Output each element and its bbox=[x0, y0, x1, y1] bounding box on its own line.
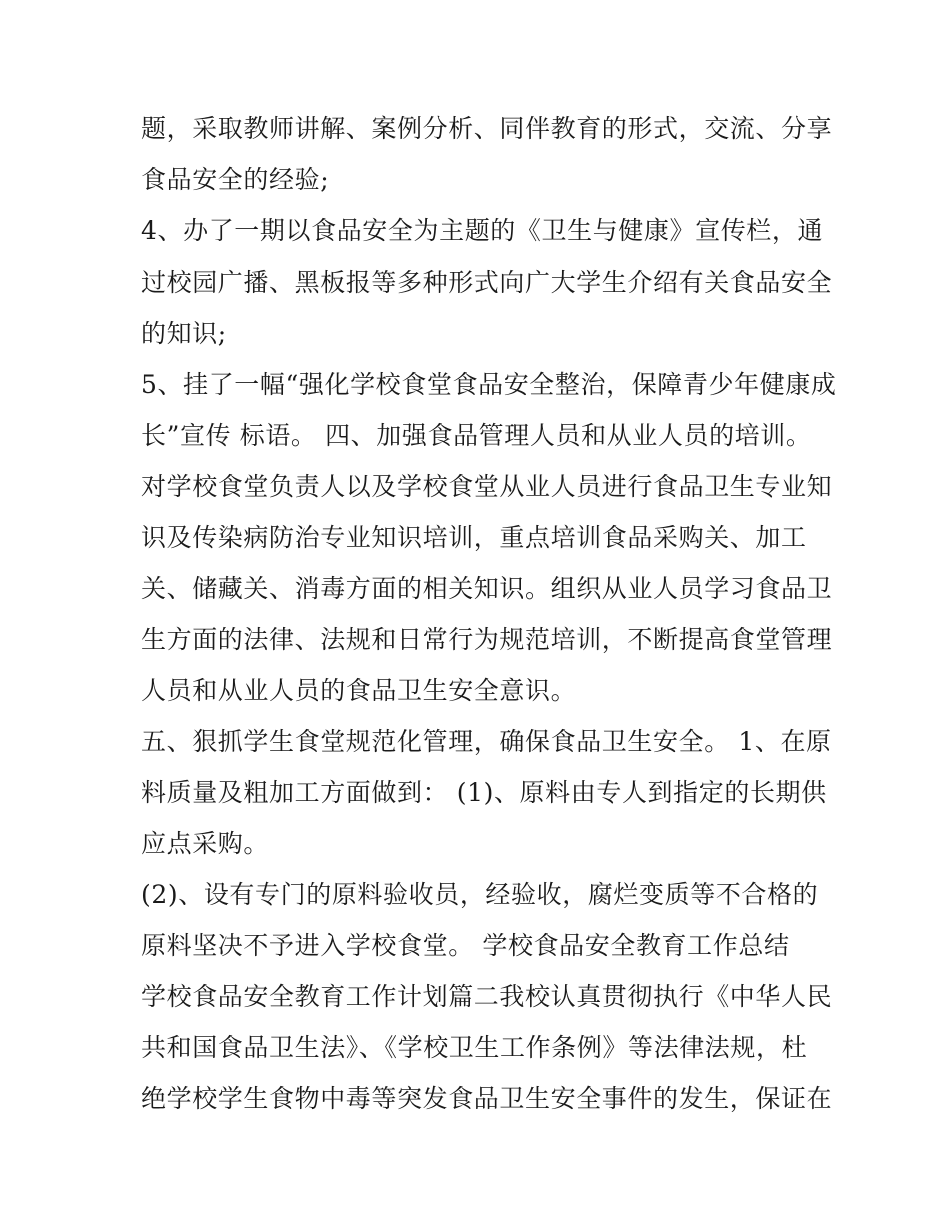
text-line: 5、挂了一幅“强化学校食堂食品安全整治，保障青少年健康成 bbox=[141, 370, 837, 399]
text-line: 关、储藏关、消毒方面的相关知识。组织从业人员学习食品卫 bbox=[141, 574, 833, 603]
text-line: 生方面的法律、法规和日常行为规范培训，不断提高食堂管理 bbox=[141, 625, 833, 654]
text-line: 料质量及粗加工方面做到： (1)、原料由专人到指定的长期供 bbox=[141, 778, 827, 807]
text-line: (2)、设有专门的原料验收员，经验收，腐烂变质等不合格的 bbox=[141, 880, 819, 909]
text-line: 共和国食品卫生法》、《学校卫生工作条例》等法律法规，杜 bbox=[141, 1033, 808, 1062]
text-line: 五、狠抓学生食堂规范化管理，确保食品卫生安全。 1、在原 bbox=[141, 727, 832, 756]
text-line: 人员和从业人员的食品卫生安全意识。 bbox=[141, 676, 577, 705]
text-line: 识及传染病防治专业知识培训，重点培训食品采购关、加工 bbox=[141, 523, 807, 552]
text-line: 应点采购。 bbox=[141, 829, 270, 858]
text-line: 的知识; bbox=[141, 319, 227, 348]
text-line: 4、办了一期以食品安全为主题的《卫生与健康》宣传栏，通 bbox=[141, 216, 824, 245]
text-line: 题，采取教师讲解、案例分析、同伴教育的形式，交流、分享 bbox=[141, 114, 833, 143]
text-line: 长”宣传 标语。 四、加强食品管理人员和从业人员的培训。 bbox=[141, 421, 812, 450]
text-line: 绝学校学生食物中毒等突发食品卫生安全事件的发生，保证在 bbox=[141, 1084, 833, 1113]
text-line: 对学校食堂负责人以及学校食堂从业人员进行食品卫生专业知 bbox=[141, 472, 833, 501]
text-line: 学校食品安全教育工作计划篇二我校认真贯彻执行《中华人民 bbox=[141, 982, 833, 1011]
text-line: 原料坚决不予进入学校食堂。 学校食品安全教育工作总结 bbox=[141, 931, 790, 960]
text-line: 食品安全的经验; bbox=[141, 165, 330, 194]
text-line: 过校园广播、黑板报等多种形式向广大学生介绍有关食品安全 bbox=[141, 268, 833, 297]
